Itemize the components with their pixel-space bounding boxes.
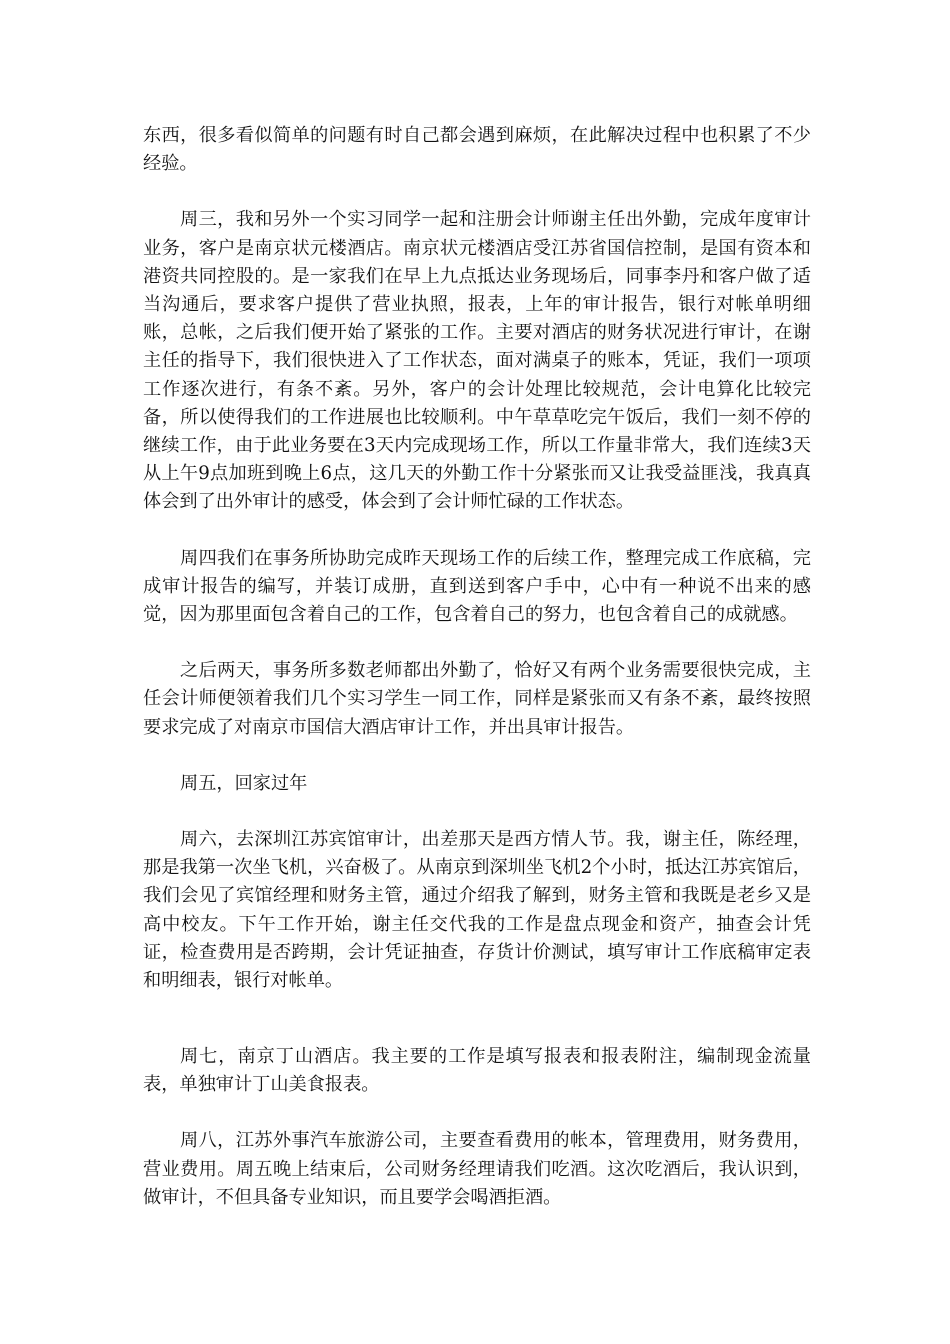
paragraph-gap — [143, 798, 811, 826]
paragraph-gap — [143, 629, 811, 657]
paragraph-friday: 周五，回家过年 — [180, 772, 308, 794]
paragraph-following-days: 之后两天，事务所多数老师都出外勤了，恰好又有两个业务需要很快完成，主任会计师便领着我们几个实习学生一同工作，同样是紧张而又有条不紊，最终按照要求完成了对南京市国信大酒店审计工作，并出具审计报告。 — [143, 660, 811, 738]
paragraph-wednesday: 周三，我和另外一个实习同学一起和注册会计师谢主任出外勤，完成年度审计业务，客户是南京状元楼酒店。南京状元楼酒店受江苏省国信控制，是国有资本和港资共同控股的。是一家我们在早上九点抵达业务现场后，同事李丹和客户做了适当沟通后，要求客户提供了营业执照，报表，上年的审计报告，银行对帐单明细账，总帐，之后我们便开始了紧张的工作。主要对酒店的财务状况进行审计，在谢主任的指导下，我们很快进入了工作状态，面对满桌子的账本，凭证，我们一项项工作逐次进行，有条不紊。另外，客户的会计处理比较规范，会计电算化比较完备，所以使得我们的工作进展也比较顺利。中午草草吃完午饭后，我们一刻不停的继续工作，由于此业务要在3天内完成现场工作，所以工作量非常大，我们连续3天从上午9点加班到晚上6点，这几天的外勤工作十分紧张而又让我受益匪浅，我真真体会到了出外审计的感受，体会到了会计师忙碌的工作状态。 — [143, 209, 811, 513]
paragraph-saturday: 周六，去深圳江苏宾馆审计，出差那天是西方情人节。我，谢主任，陈经理，那是我第一次坐飞机，兴奋极了。从南京到深圳坐飞机2个小时，抵达江苏宾馆后，我们会见了宾馆经理和财务主管，通过介绍我了解到，财务主管和我既是老乡又是高中校友。下午工作开始，谢主任交代我的工作是盘点现金和资产，抽查会计凭证，检查费用是否跨期，会计凭证抽查，存货计价测试，填写审计工作底稿审定表和明细表，银行对帐单。 — [143, 829, 811, 992]
paragraph-week-seven: 周七，南京丁山酒店。我主要的工作是填写报表和报表附注，编制现金流量表，单独审计丁山美食报表。 — [143, 1046, 811, 1096]
paragraph-week-eight: 周八，江苏外事汽车旅游公司，主要查看费用的帐本，管理费用，财务费用，营业费用。周五晚上结束后，公司财务经理请我们吃酒。这次吃酒后，我认识到，做审计，不但具备专业知识，而且要学会喝酒拒酒。 — [143, 1130, 811, 1208]
text-column-bottom — [143, 1043, 811, 1212]
paragraph-gap — [143, 517, 811, 545]
paragraph-continuation: 东西，很多看似简单的问题有时自己都会遇到麻烦，在此解决过程中也积累了不少经验。 — [143, 125, 811, 175]
paragraph-gap — [143, 178, 811, 206]
paragraph-thursday: 周四我们在事务所协助完成昨天现场工作的后续工作，整理完成工作底稿，完成审计报告的编写，并装订成册，直到送到客户手中，心中有一种说不出来的感觉，因为那里面包含着自己的工作，包含着自己的努力，也包含着自己的成就感。 — [143, 547, 811, 626]
paragraph-gap — [143, 1099, 811, 1127]
text-column-top — [143, 122, 811, 995]
paragraph-gap — [143, 742, 811, 770]
